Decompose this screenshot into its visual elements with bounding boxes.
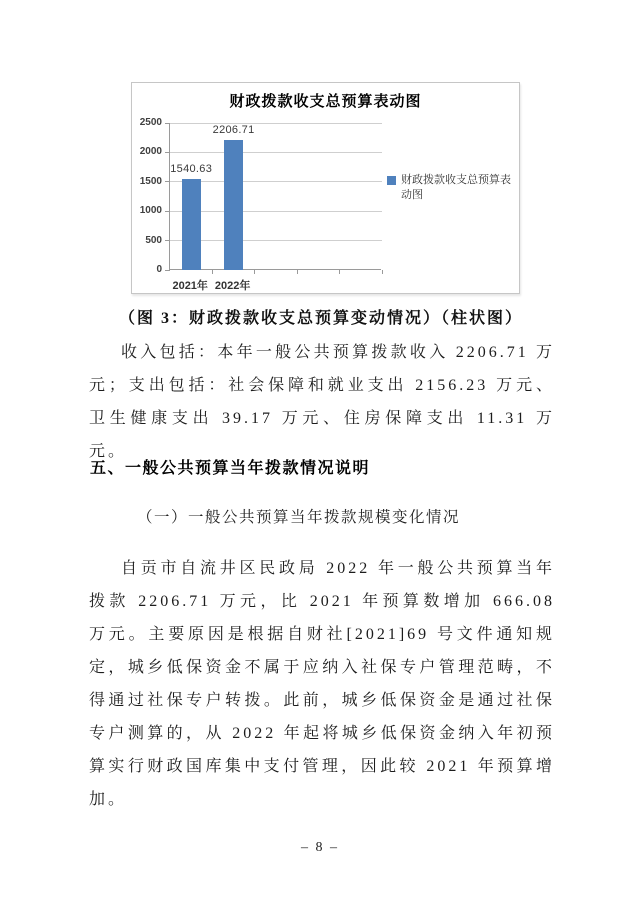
y-tick-label: 0 bbox=[156, 264, 162, 275]
chart-x-axis-labels bbox=[169, 274, 381, 290]
y-tick-label: 2000 bbox=[139, 146, 162, 158]
bar-value-label: 1540.63 bbox=[170, 163, 213, 176]
x-tick-label: 2021年 bbox=[172, 280, 208, 292]
y-axis-tick bbox=[165, 181, 170, 182]
gridline bbox=[170, 152, 382, 153]
chart-bar-2022年 bbox=[224, 140, 243, 270]
subsection-heading-1: （一）一般公共预算当年拨款规模变化情况 bbox=[137, 509, 461, 526]
y-tick-label: 1500 bbox=[139, 175, 162, 187]
y-axis-tick bbox=[165, 270, 170, 271]
paragraph-income-expense: 收入包括：本年一般公共预算拨款收入 2206.71 万元；支出包括：社会保障和就业支出 2156.23 万元、卫生健康支出 39.17 万元、住房保障支出 11.31 万元。 bbox=[89, 344, 555, 460]
y-axis-tick bbox=[165, 211, 170, 212]
legend-label: 财政拨款收支总预算表动图 bbox=[401, 174, 511, 201]
chart-y-axis-labels bbox=[132, 117, 163, 275]
x-axis-tick bbox=[382, 270, 383, 274]
gridline bbox=[170, 211, 382, 212]
y-tick-label: 2500 bbox=[139, 117, 162, 128]
legend-swatch bbox=[387, 176, 396, 185]
chart-title: 财政拨款收支总预算表动图 bbox=[229, 93, 422, 110]
bar-value-label: 2206.71 bbox=[212, 124, 255, 137]
chart-legend bbox=[387, 173, 515, 203]
paragraph-allocation-change: 自贡市自流井区民政局 2022 年一般公共预算当年拨款 2206.71 万元，比 2021 年预算数增加 666.08 万元。主要原因是根据自财社[2021]69 号文件通知规定，城乡低保资金不属于应纳入社保专户管理范畴，不得通过社保专户转拨。此前，城乡低保资金是通过社保专户测算的，从 2022 年起将城乡低保资金纳入年初预算实行财政国库集中支付管理，因此较 2021 年预算增加。 bbox=[89, 560, 555, 808]
x-tick-label: 2022年 bbox=[214, 280, 251, 292]
chart-plot-area bbox=[169, 123, 381, 270]
budget-chart-figure bbox=[131, 82, 520, 294]
y-tick-label: 500 bbox=[145, 234, 162, 246]
section-heading-5: 五、一般公共预算当年拨款情况说明 bbox=[90, 460, 371, 477]
gridline bbox=[170, 181, 382, 182]
gridline bbox=[170, 240, 382, 241]
y-tick-label: 1000 bbox=[139, 205, 162, 217]
page-number: – 8 – bbox=[301, 840, 339, 855]
y-axis-tick bbox=[165, 152, 170, 153]
y-axis-tick bbox=[165, 123, 170, 124]
y-axis-tick bbox=[165, 240, 170, 241]
chart-bar-2021年 bbox=[182, 179, 201, 270]
figure-caption: （图 3：财政拨款收支总预算变动情况）（柱状图） bbox=[118, 310, 523, 327]
